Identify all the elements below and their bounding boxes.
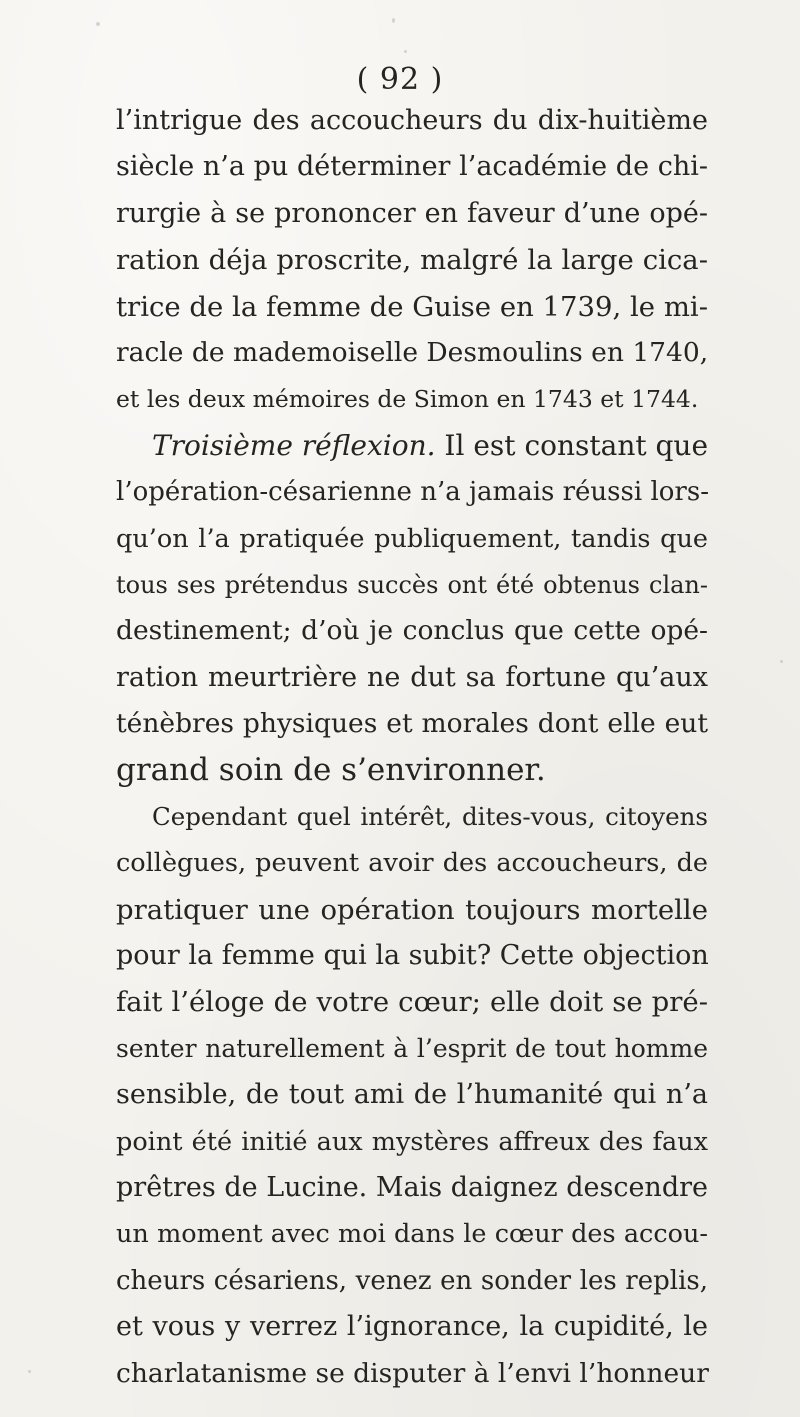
body-text [116,98,708,1397]
text-line: et les deux mémoires de Simon en 1743 et 1744. [116,385,699,414]
text-line: et vous y verrez l’ignorance, la cupidité, le [116,1311,708,1343]
text-line: sensible, de tout ami de l’humanité qui n’a [116,1079,708,1111]
text-line: prêtres de Lucine. Mais daignez descendre [116,1171,708,1203]
text-line: l’intrigue des accoucheurs du dix-huitième [116,105,708,136]
section-heading-continuation: Il est constant que [435,428,709,462]
text-line: pour la femme qui la subit? Cette objection [116,940,709,972]
section-heading-line [116,423,708,469]
paper-speck [96,22,100,26]
paper-speck [392,18,395,23]
section-heading: Troisième réflexion. [152,428,436,462]
text-line: cheurs césariens, venez en sonder les replis, [116,1265,708,1296]
text-line: charlatanisme se disputer à l’envi l’honneur [116,1357,709,1389]
text-line: rurgie à se prononcer en faveur d’une opé- [116,197,708,229]
text-line: pratiquer une opération toujours mortelle [116,893,708,926]
text-line: senter naturellement à l’esprit de tout homme [116,1033,708,1063]
text-line: destinement; d’où je conclus que cette opé- [116,615,708,647]
paper-speck [404,50,407,53]
text-line: qu’on l’a pratiquée publiquement, tandis que [116,523,708,554]
text-line: ténèbres physiques et morales dont elle eut [116,708,708,740]
text-line: un moment avec moi dans le cœur des accou- [116,1219,708,1250]
text-line: grand soin de s’environner. [116,752,546,789]
text-line: collègues, peuvent avoir des accoucheurs, de [116,848,708,879]
page-number: ( 92 ) [356,62,444,97]
text-line: Cependant quel intérêt, dites-vous, citoyens [152,801,708,831]
text-line: ration meurtrière ne dut sa fortune qu’aux [116,661,708,693]
text-line: fait l’éloge de votre cœur; elle doit se pré- [116,986,708,1019]
paper-speck [28,1370,31,1373]
text-line: racle de mademoiselle Desmoulins en 1740, [116,336,709,368]
text-line: tous ses prétendus succès ont été obtenus clan- [116,570,708,599]
paper-speck [780,660,783,663]
text-line: trice de la femme de Guise en 1739, le mi- [116,290,708,323]
text-line: ration déja proscrite, malgré la large cica- [116,244,708,277]
text-line: point été initié aux mystères affreux des faux [116,1126,708,1157]
text-line: l’opération-césarienne n’a jamais réussi lors- [116,477,709,508]
text-line: siècle n’a pu déterminer l’académie de chi- [116,151,708,183]
